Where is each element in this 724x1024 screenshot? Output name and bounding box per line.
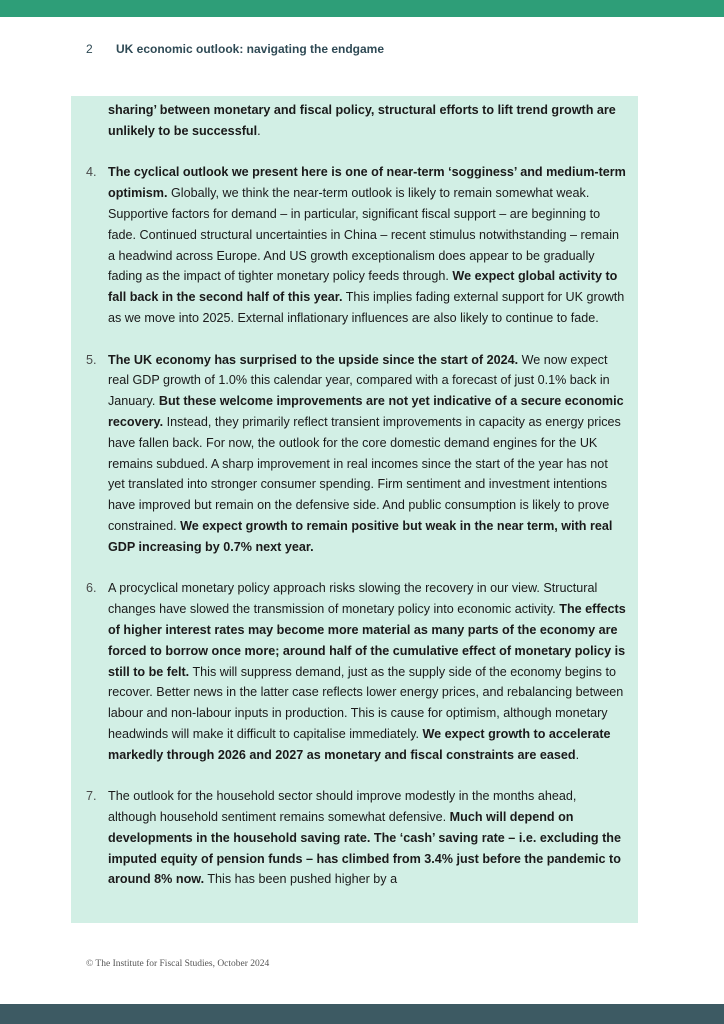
bottom-accent-bar <box>0 1004 724 1024</box>
body-text: The outlook for the household sector should improve modestly in the months ahead, although household sentiment remains somewhat defensive. <box>108 789 577 825</box>
bold-text: The UK economy has surprised to the upside since the start of 2024. <box>108 352 519 367</box>
list-item-5 <box>86 350 628 558</box>
item-number: 6. <box>86 581 97 596</box>
bold-text: But these welcome improvements are not yet indicative of a secure economic recovery. <box>108 394 624 429</box>
body-text: This implies fading external support for UK growth as we move into 2025. External inflationary influences are also likely to continue to fade. <box>108 290 625 325</box>
item-number: 5. <box>86 352 97 367</box>
item-text <box>108 350 628 558</box>
copyright-footer: © The Institute for Fiscal Studies, October 2024 <box>86 959 270 969</box>
list-item-4 <box>86 162 628 328</box>
lead-bold: sharing’ between monetary and fiscal policy, structural efforts to lift trend growth are unlikely to be successful <box>108 103 616 138</box>
item-number: 7. <box>86 789 97 804</box>
document-title: UK economic outlook: navigating the endgame <box>116 42 385 56</box>
summary-content <box>86 100 628 890</box>
body-text: We now expect real GDP growth of 1.0% this calendar year, compared with a forecast of just 0.1% back in January. <box>108 352 610 409</box>
body-text: . <box>575 747 580 762</box>
list-item-6 <box>86 578 628 765</box>
running-header <box>86 42 384 56</box>
lead-paragraph <box>108 100 628 142</box>
body-text: This has been pushed higher by a <box>204 872 398 887</box>
bold-text: The cyclical outlook we present here is one of near-term ‘sogginess’ and medium-term optimism. <box>108 165 626 201</box>
body-text: Instead, they primarily reflect transient improvements in capacity as energy prices have fallen back. For now, the outlook for the core domestic demand engines for the UK remains subdued. A sharp improvement in real incomes since the start of the year has not yet translated into stronger consumer spending. Firm sentiment and investment intentions have improved but remain on the defensive side. And public consumption is likely to prove constrained. <box>108 414 621 533</box>
bold-text: We expect growth to remain positive but weak in the near term, with real GDP increasing by 0.7% next year. <box>108 518 613 554</box>
top-accent-bar <box>0 0 724 17</box>
item-number: 4. <box>86 165 97 180</box>
bold-text: We expect global activity to fall back in the second half of this year. <box>108 269 618 305</box>
body-text: This will suppress demand, just as the supply side of the economy begins to recover. Better news in the latter case reflects lower energy prices, and rebalancing between labour and non-labour inputs in production. This is cause for optimism, although monetary headwinds will make it difficult to capitalise immediately. <box>108 664 624 741</box>
list-item-7 <box>86 786 628 890</box>
bold-text: We expect growth to accelerate markedly through 2026 and 2027 as monetary and fiscal constraints are eased <box>108 726 611 762</box>
item-text <box>108 786 628 890</box>
item-text <box>108 162 628 328</box>
page-number: 2 <box>86 42 93 56</box>
body-text: Globally, we think the near-term outlook is likely to remain somewhat weak. Supportive factors for demand – in particular, significant fiscal support – are beginning to fade. Continued structural uncertainties in China – recent stimulus notwithstanding – remain a headwind across Europe. And US growth exceptionalism does appear to be gradually fading as the impact of tighter monetary policy feeds through. <box>108 186 620 284</box>
bold-text: The effects of higher interest rates may become more material as many parts of the economy are forced to borrow once more; around half of the cumulative effect of monetary policy is still to be felt. <box>108 602 626 679</box>
item-text <box>108 578 628 765</box>
bold-text: Much will depend on developments in the household saving rate. The ‘cash’ saving rate – i.e. excluding the imputed equity of pension funds – has climbed from 3.4% just before the pandemic to around 8% now. <box>108 810 621 887</box>
lead-tail: . <box>257 123 261 138</box>
body-text: A procyclical monetary policy approach risks slowing the recovery in our view. Structural changes have slowed the transmission of monetary policy into economic activity. <box>108 581 598 617</box>
